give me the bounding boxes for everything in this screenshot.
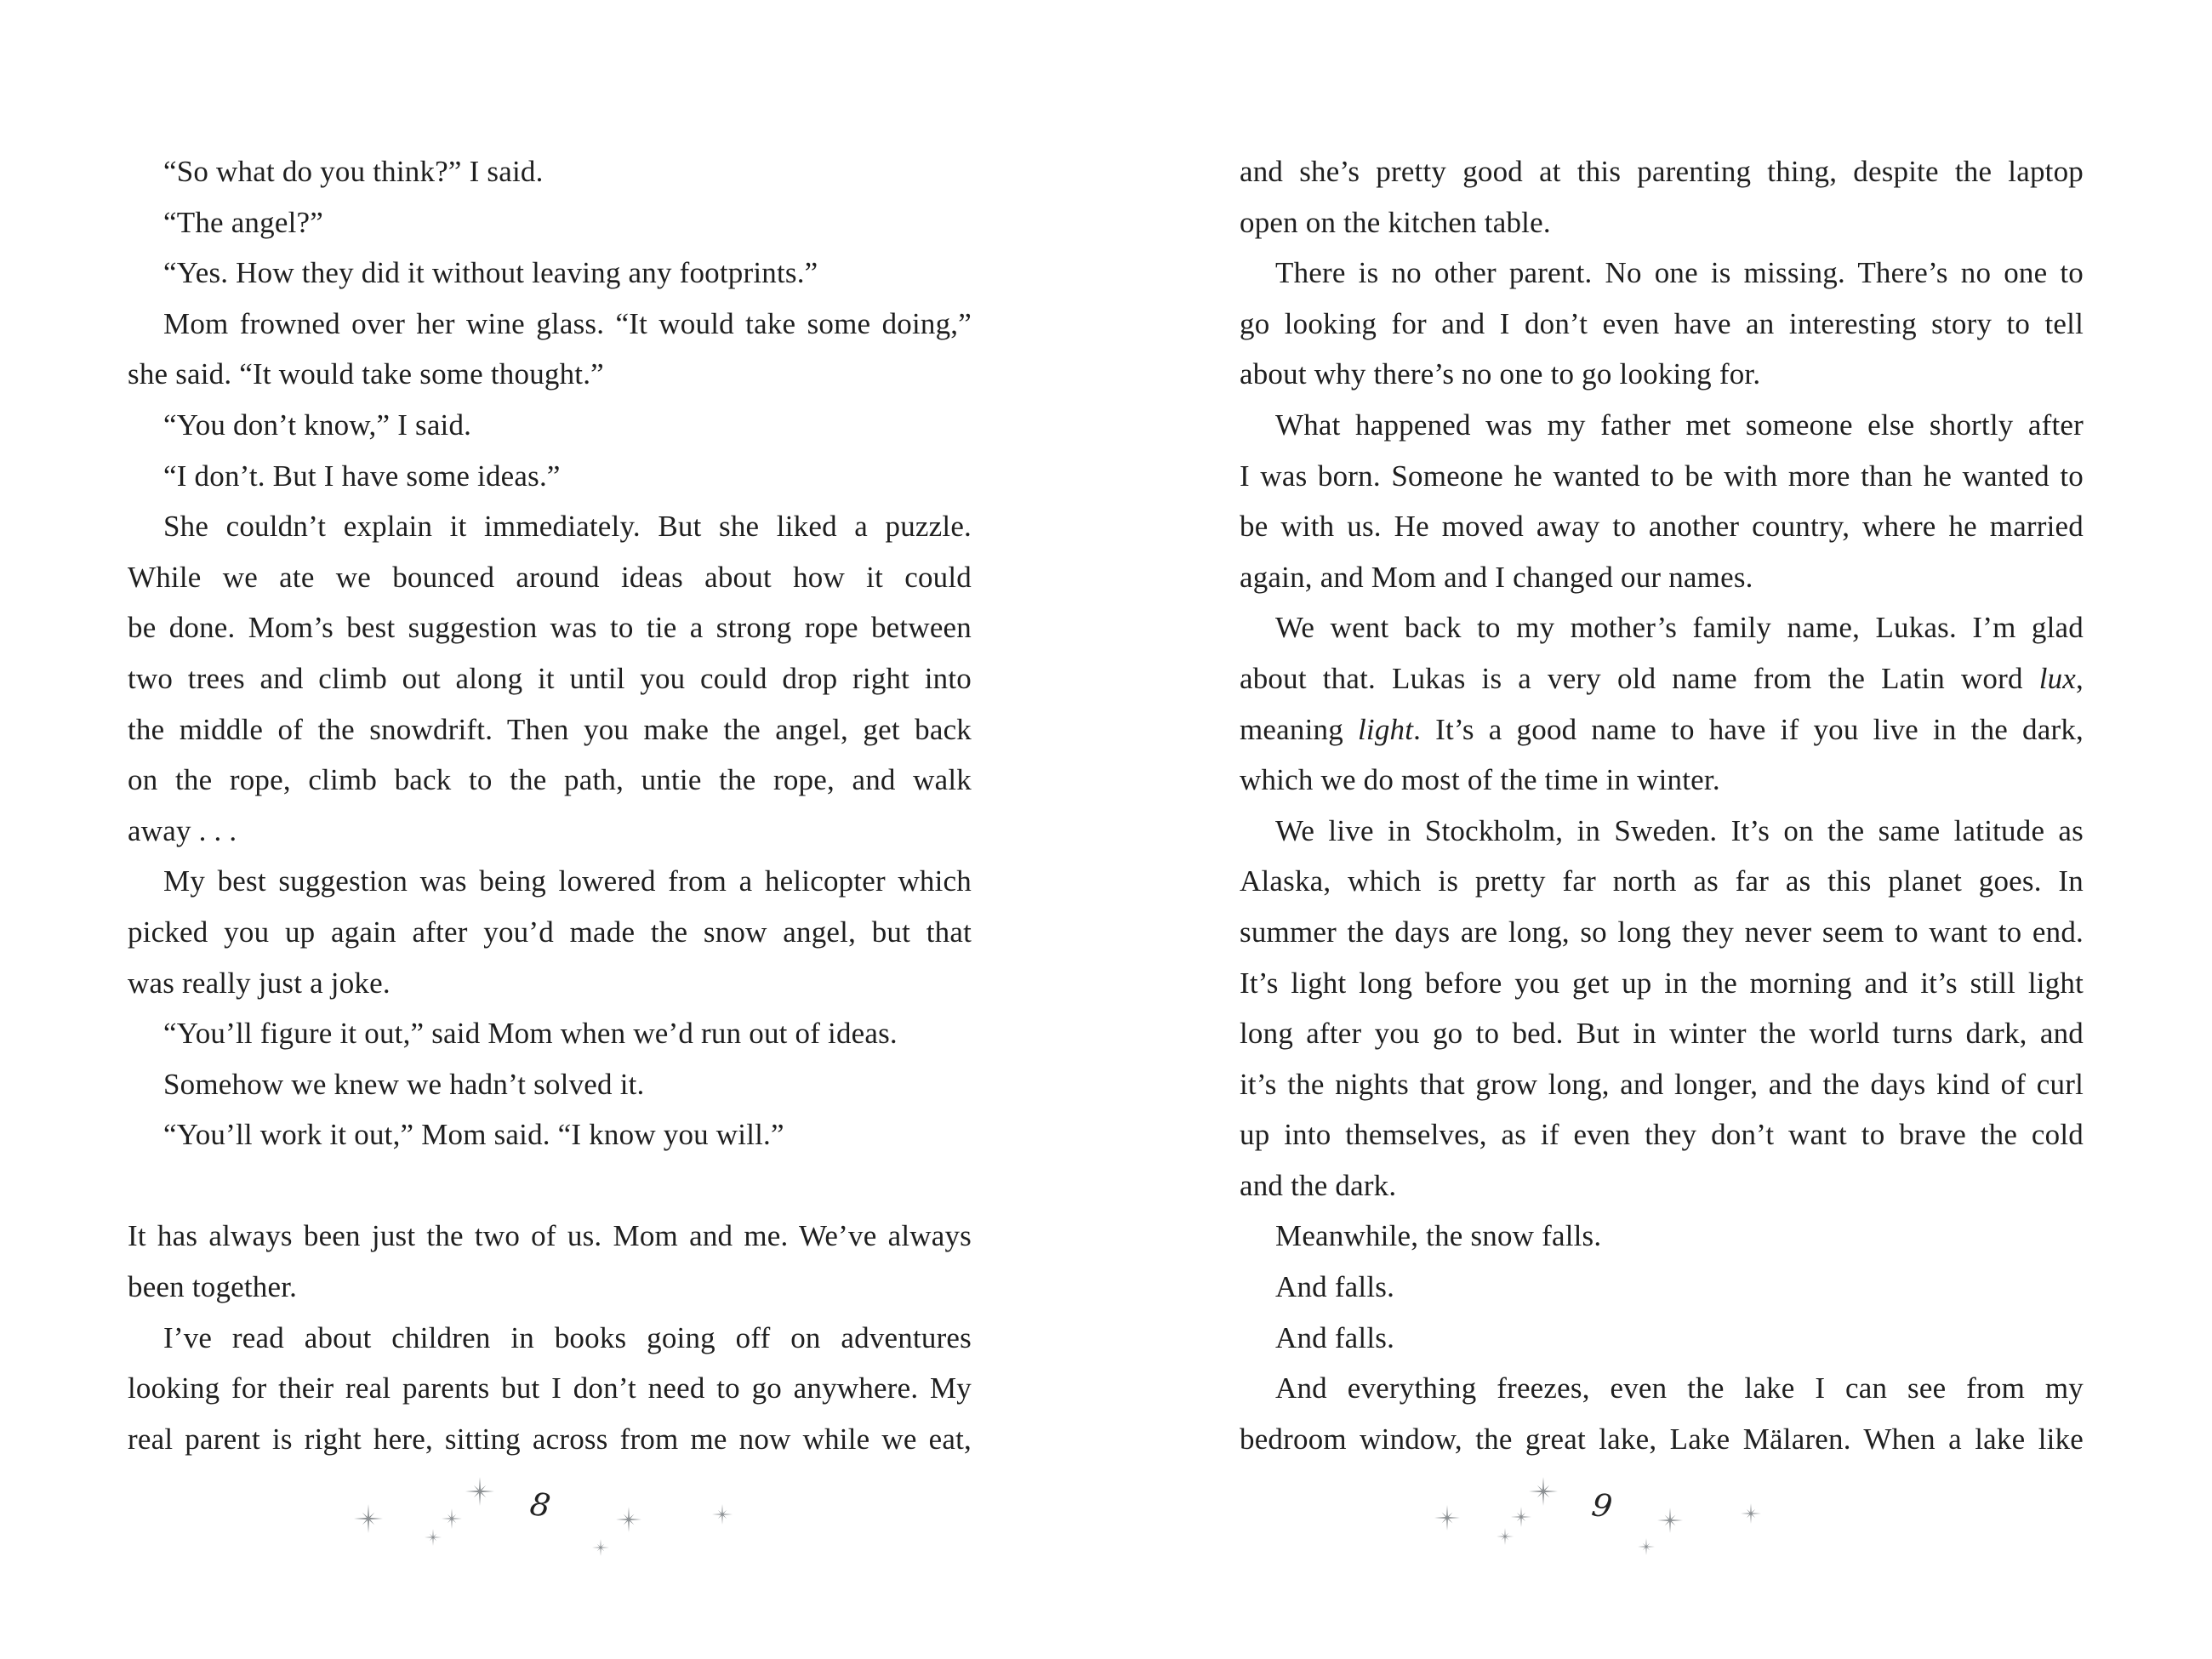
sparkle-star-icon xyxy=(425,1529,442,1546)
text-line: she said. “It would take some thought.” xyxy=(128,357,604,391)
text-line: bedroom window, the great lake, Lake Mälaren. When a lake like xyxy=(1240,1422,2084,1456)
text-line: “So what do you think?” I said. xyxy=(163,155,544,188)
text-line: about that. Lukas is a very old name from the Latin word lux, xyxy=(1240,661,2084,695)
text-line: be done. Mom’s best suggestion was to tie a strong rope between xyxy=(128,611,972,645)
text-line: “You don’t know,” I said. xyxy=(163,408,472,442)
text-line: real parent is right here, sitting across from me now while we eat, xyxy=(128,1422,972,1456)
page-left-footer xyxy=(128,1460,972,1588)
sparkle-star-icon xyxy=(1434,1505,1460,1531)
text-line: looking for their real parents but I don’t need to go anywhere. My xyxy=(128,1371,972,1405)
text-line: And falls. xyxy=(1275,1320,1395,1354)
sparkle-star-icon xyxy=(1511,1507,1531,1527)
text-line: I’ve read about children in books going off on adventures xyxy=(163,1320,972,1354)
text-line: Somehow we knew we hadn’t solved it. xyxy=(163,1067,645,1101)
text-line: summer the days are long, so long they never seem to want to end. xyxy=(1240,915,2084,949)
text-line: meaning light. It’s a good name to have if you live in the dark, xyxy=(1240,712,2084,746)
text-line: open on the kitchen table. xyxy=(1240,205,1551,239)
sparkle-star-icon xyxy=(354,1504,383,1533)
sparkle-star-icon xyxy=(465,1477,494,1506)
text-line: again, and Mom and I changed our names. xyxy=(1240,560,1753,594)
text-line: “Yes. How they did it without leaving any footprints.” xyxy=(163,256,818,290)
text-line: long after you go to bed. But in winter the world turns dark, and xyxy=(1240,1017,2084,1051)
text-line: There is no other parent. No one is missing. There’s no one to xyxy=(1275,256,2084,290)
text-line: And falls. xyxy=(1275,1270,1395,1304)
sparkle-star-icon xyxy=(1497,1528,1514,1545)
text-line: It has always been just the two of us. Mom and me. We’ve always xyxy=(128,1219,972,1253)
text-line: which we do most of the time in winter. xyxy=(1240,763,1720,797)
text-line: about why there’s no one to go looking for. xyxy=(1240,357,1761,391)
text-line: been together. xyxy=(128,1270,298,1304)
text-line: And everything freezes, even the lake I can see from my xyxy=(1275,1371,2084,1405)
text-line: Alaska, which is pretty far north as far as this planet goes. In xyxy=(1240,864,2084,898)
page-number: 8 xyxy=(527,1485,553,1525)
text-line: the middle of the snowdrift. Then you make the angel, get back xyxy=(128,712,972,746)
text-line: Mom frowned over her wine glass. “It would take some doing,” xyxy=(163,306,972,340)
text-line: It’s light long before you get up in the morning and it’s still light xyxy=(1240,966,2084,1000)
sparkle-star-icon xyxy=(592,1539,609,1556)
text-line: away . . . xyxy=(128,813,237,847)
text-line: My best suggestion was being lowered from a helicopter which xyxy=(163,864,972,898)
page-number: 9 xyxy=(1589,1486,1615,1525)
text-line: “The angel?” xyxy=(163,205,323,239)
text-line: Meanwhile, the snow falls. xyxy=(1275,1219,1602,1253)
text-line: “You’ll figure it out,” said Mom when we’d run out of ideas. xyxy=(163,1017,898,1051)
text-line: on the rope, climb back to the path, untie the rope, and walk xyxy=(128,763,972,797)
text-line: picked you up again after you’d made the snow angel, but that xyxy=(128,915,972,949)
text-line: “You’ll work it out,” Mom said. “I know you will.” xyxy=(163,1118,784,1152)
text-line: We went back to my mother’s family name, Lukas. I’m glad xyxy=(1275,611,2084,645)
text-line: She couldn’t explain it immediately. But she liked a puzzle. xyxy=(163,510,972,544)
text-line: and the dark. xyxy=(1240,1168,1397,1202)
sparkle-star-icon xyxy=(712,1504,733,1525)
text-line: be with us. He moved away to another country, where he married xyxy=(1240,510,2084,544)
sparkle-star-icon xyxy=(1529,1477,1558,1506)
page-right-footer xyxy=(1240,1460,2084,1588)
text-line: it’s the nights that grow long, and longer, and the days kind of curl xyxy=(1240,1067,2084,1101)
sparkle-star-icon xyxy=(1638,1538,1655,1555)
text-line: go looking for and I don’t even have an interesting story to tell xyxy=(1240,306,2084,340)
text-line xyxy=(128,1160,972,1211)
text-line: and she’s pretty good at this parenting thing, despite the laptop xyxy=(1240,155,2084,188)
text-line: I was born. Someone he wanted to be with more than he wanted to xyxy=(1240,459,2084,493)
sparkle-star-icon xyxy=(1657,1508,1683,1533)
text-line: We live in Stockholm, in Sweden. It’s on the same latitude as xyxy=(1275,813,2084,847)
text-line: was really just a joke. xyxy=(128,966,391,1000)
page-right-text xyxy=(1240,146,2084,1464)
text-line: “I don’t. But I have some ideas.” xyxy=(163,459,561,493)
sparkle-star-icon xyxy=(442,1508,462,1529)
text-line: up into themselves, as if even they don’t want to brave the cold xyxy=(1240,1118,2084,1152)
text-line: two trees and climb out along it until you could drop right into xyxy=(128,661,972,695)
sparkle-star-icon xyxy=(616,1507,641,1532)
page-left-text xyxy=(128,146,972,1464)
text-line: What happened was my father met someone else shortly after xyxy=(1275,408,2084,442)
sparkle-star-icon xyxy=(1741,1503,1761,1524)
text-line: While we ate we bounced around ideas about how it could xyxy=(128,560,972,594)
